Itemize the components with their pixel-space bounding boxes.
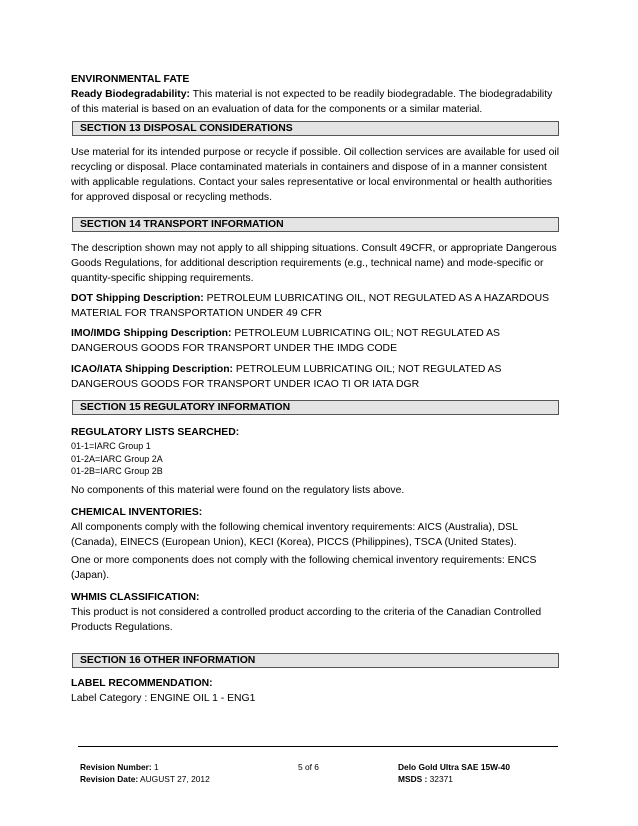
footer-divider	[78, 746, 558, 747]
chemical-inventories-heading: CHEMICAL INVENTORIES:	[71, 507, 203, 518]
dot-text-line2: MATERIAL FOR TRANSPORTATION UNDER 49 CFR	[71, 308, 322, 319]
section-15-header: SECTION 15 REGULATORY INFORMATION	[72, 400, 559, 415]
inventory-line: (Canada), EINECS (European Union), KECI (Korea), PICCS (Philippines), TSCA (United States).	[71, 537, 517, 548]
revision-date-label: Revision Date:	[80, 774, 139, 784]
whmis-line: This product is not considered a controlled product according to the criteria of the Canadian Controlled	[71, 607, 542, 618]
regulatory-list-item: 01-1=IARC Group 1	[71, 441, 151, 451]
footer-product	[398, 761, 510, 785]
regulatory-list-item: 01-2B=IARC Group 2B	[71, 466, 163, 476]
biodegradability-basis-text: of this material is based on an evaluation of data for the components or a similar material.	[71, 104, 483, 115]
ready-biodegradability-line	[71, 87, 571, 102]
icao-shipping-description	[71, 362, 571, 392]
revision-number-value: 1	[151, 762, 159, 772]
transport-intro-line: The description shown may not apply to all shipping situations. Consult 49CFR, or appropriate Dangerous	[71, 243, 557, 254]
msds-number: 32371	[427, 774, 453, 784]
footer-revision	[80, 761, 210, 785]
dot-label: DOT Shipping Description:	[71, 293, 204, 304]
environmental-fate-heading: ENVIRONMENTAL FATE	[71, 74, 190, 85]
ready-biodegradability-label: Ready Biodegradability:	[71, 89, 190, 100]
transport-intro	[71, 241, 571, 286]
regulatory-list-item: 01-2A=IARC Group 2A	[71, 453, 163, 464]
disposal-text	[71, 145, 571, 205]
msds-label: MSDS :	[398, 774, 428, 784]
transport-intro-line: quantity-specific shipping requirements.	[71, 273, 254, 284]
disposal-line: for approved disposal or recycling methods.	[71, 192, 272, 203]
section-13-header: SECTION 13 DISPOSAL CONSIDERATIONS	[72, 121, 559, 136]
product-name: Delo Gold Ultra SAE 15W-40	[398, 762, 510, 772]
revision-number-label: Revision Number:	[80, 762, 152, 772]
imo-text-line2: DANGEROUS GOODS FOR TRANSPORT UNDER THE IMDG CODE	[71, 343, 397, 354]
whmis-classification	[71, 590, 571, 635]
encs-line: One or more components does not comply with the following chemical inventory requirements: ENCS	[71, 555, 537, 566]
disposal-line: Use material for its intended purpose or recycle if possible. Oil collection services are available for used oil	[71, 147, 560, 158]
environmental-fate-block	[71, 72, 571, 117]
transport-intro-line: Goods Regulations, for additional description requirements (e.g., technical name) and mode-specific or	[71, 258, 544, 269]
ready-biodegradability-text: This material is not expected to be readily biodegradable. The biodegradability	[189, 89, 553, 100]
encs-text	[71, 553, 571, 583]
whmis-line: Products Regulations.	[71, 622, 173, 633]
section-16-header: SECTION 16 OTHER INFORMATION	[72, 653, 559, 668]
label-category-text: Label Category : ENGINE OIL 1 - ENG1	[71, 693, 256, 704]
imo-label: IMO/IMDG Shipping Description:	[71, 328, 232, 339]
regulatory-lists	[71, 425, 571, 478]
dot-text: PETROLEUM LUBRICATING OIL, NOT REGULATED AS A HAZARDOUS	[203, 293, 550, 304]
imo-text: PETROLEUM LUBRICATING OIL; NOT REGULATED AS	[231, 328, 500, 339]
disposal-line: recycling or disposal. Place contaminated materials in containers and dispose of in a manner consistent	[71, 162, 547, 173]
chemical-inventories	[71, 505, 571, 550]
regulatory-lists-heading: REGULATORY LISTS SEARCHED:	[71, 427, 240, 438]
icao-text-line2: DANGEROUS GOODS FOR TRANSPORT UNDER ICAO TI OR IATA DGR	[71, 379, 420, 390]
icao-text: PETROLEUM LUBRICATING OIL; NOT REGULATED AS	[233, 364, 502, 375]
whmis-heading: WHMIS CLASSIFICATION:	[71, 592, 200, 603]
section-14-header: SECTION 14 TRANSPORT INFORMATION	[72, 217, 559, 232]
disposal-line: with applicable regulations. Contact your sales representative or local environmental or health authorities	[71, 177, 553, 188]
no-components-text: No components of this material were found on the regulatory lists above.	[71, 485, 405, 496]
imo-shipping-description	[71, 326, 571, 356]
icao-label: ICAO/IATA Shipping Description:	[71, 364, 234, 375]
label-recommendation-heading: LABEL RECOMMENDATION:	[71, 678, 213, 689]
label-recommendation	[71, 676, 571, 706]
revision-date-value: AUGUST 27, 2012	[138, 774, 210, 784]
inventory-line: All components comply with the following chemical inventory requirements: AICS (Australia), DSL	[71, 522, 518, 533]
encs-line: (Japan).	[71, 570, 110, 581]
page-number: 5 of 6	[298, 762, 319, 772]
dot-shipping-description	[71, 291, 571, 321]
